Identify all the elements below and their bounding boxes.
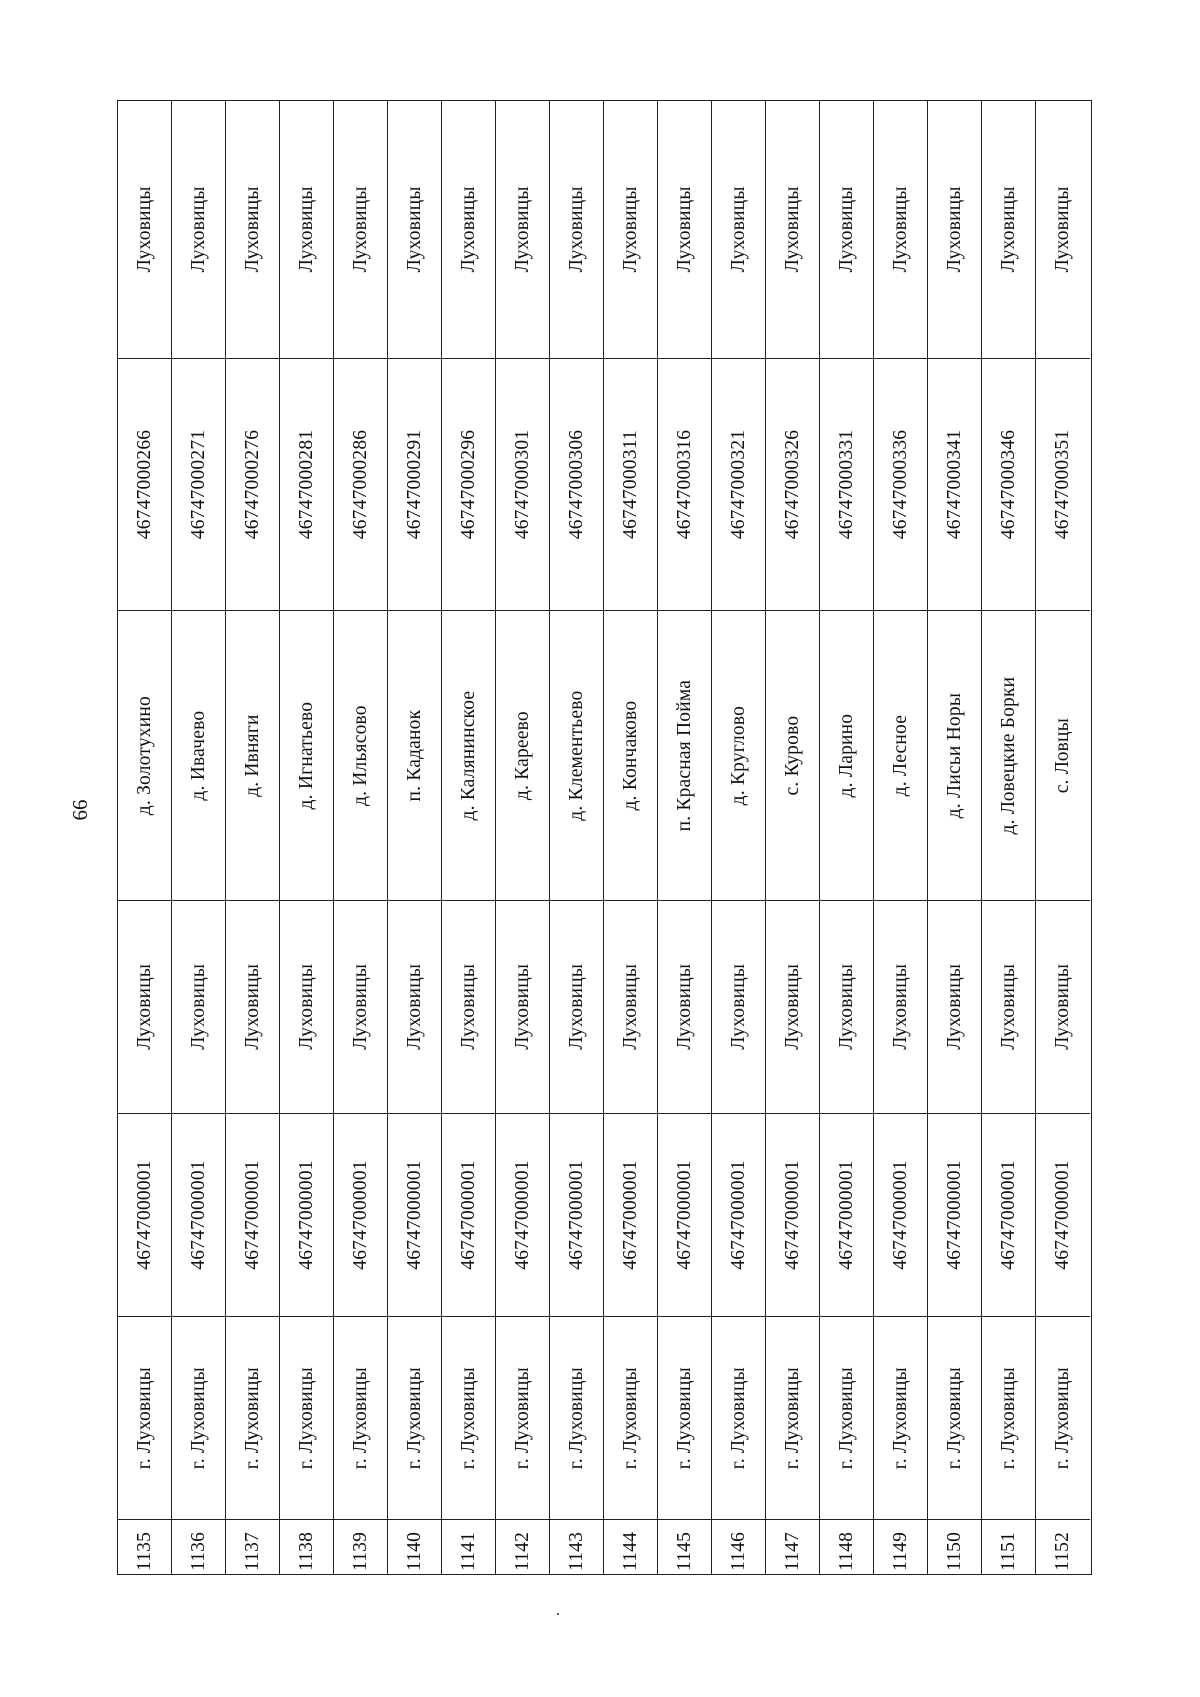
- municipality-name-cell: Луховицы: [766, 900, 819, 1113]
- municipality-code-cell: 46747000001: [334, 1113, 387, 1317]
- table-row: [172, 101, 226, 1574]
- municipality-cell: г. Луховицы: [226, 1316, 279, 1519]
- locality-code-cell: 46747000331: [820, 358, 873, 611]
- row-number-cell: 1150: [928, 1519, 981, 1574]
- row-number-cell: 1144: [604, 1519, 657, 1574]
- municipality-cell: г. Луховицы: [820, 1316, 873, 1519]
- municipality-name-cell: Луховицы: [388, 900, 441, 1113]
- municipality-cell: г. Луховицы: [604, 1316, 657, 1519]
- municipality-cell: г. Луховицы: [874, 1316, 927, 1519]
- locality-code-cell: 46747000291: [388, 358, 441, 611]
- locality-code-cell: 46747000351: [1036, 358, 1090, 611]
- locality-district-cell: Луховицы: [781, 186, 803, 273]
- row-number-cell: 1147: [766, 1519, 819, 1574]
- row-number-cell: 1148: [820, 1519, 873, 1574]
- locality-code-cell: 46747000341: [928, 358, 981, 611]
- municipality-cell: г. Луховицы: [712, 1316, 765, 1519]
- municipality-code-cell: 46747000001: [928, 1113, 981, 1317]
- table-row: [712, 101, 766, 1574]
- locality-district-cell: Луховицы: [403, 186, 425, 273]
- municipality-cell: г. Луховицы: [658, 1316, 711, 1519]
- row-number-cell: 1152: [1036, 1519, 1090, 1574]
- municipality-name-cell: Луховицы: [496, 900, 549, 1113]
- locality-district-cell: Луховицы: [1052, 186, 1073, 273]
- page-number: 66: [68, 799, 92, 821]
- municipality-code-cell: 46747000001: [442, 1113, 495, 1317]
- row-number-cell: 1138: [280, 1519, 333, 1574]
- row-number-cell: 1143: [550, 1519, 603, 1574]
- locality-code-cell: 46747000336: [874, 358, 927, 611]
- table-row: [766, 101, 820, 1574]
- municipality-name-cell: Луховицы: [604, 900, 657, 1113]
- municipality-code-cell: 46747000001: [982, 1113, 1035, 1317]
- locality-district-cell: Луховицы: [835, 186, 857, 273]
- locality-cell: с. Курово: [766, 610, 819, 900]
- locality-cell: с. Ловцы: [1036, 610, 1090, 900]
- municipality-name-cell: Луховицы: [172, 900, 225, 1113]
- row-number-cell: 1136: [172, 1519, 225, 1574]
- locality-cell: д. Ларино: [820, 610, 873, 900]
- municipality-code-cell: 46747000001: [118, 1113, 171, 1317]
- municipality-code-cell: 46747000001: [1036, 1113, 1090, 1317]
- table-row: [550, 101, 604, 1574]
- table-row: [442, 101, 496, 1574]
- municipality-code-cell: 46747000001: [280, 1113, 333, 1317]
- municipality-name-cell: Луховицы: [442, 900, 495, 1113]
- row-number-cell: 1146: [712, 1519, 765, 1574]
- table-row: [280, 101, 334, 1574]
- table-row: [928, 101, 982, 1574]
- locality-code-cell: 46747000301: [496, 358, 549, 611]
- municipality-cell: г. Луховицы: [280, 1316, 333, 1519]
- locality-code-cell: 46747000316: [658, 358, 711, 611]
- locality-cell: д. Ивняги: [226, 610, 279, 900]
- locality-code-cell: 46747000306: [550, 358, 603, 611]
- table-row: [496, 101, 550, 1574]
- locality-cell: д. Кончаково: [604, 610, 657, 900]
- locality-cell: д. Ильясово: [334, 610, 387, 900]
- locality-district-cell: Луховицы: [187, 186, 209, 273]
- municipality-code-cell: 46747000001: [172, 1113, 225, 1317]
- locality-district-cell: Луховицы: [565, 186, 587, 273]
- table-row: [658, 101, 712, 1574]
- row-number-cell: 1141: [442, 1519, 495, 1574]
- municipality-code-cell: 46747000001: [820, 1113, 873, 1317]
- locality-code-cell: 46747000286: [334, 358, 387, 611]
- municipality-cell: г. Луховицы: [118, 1316, 171, 1519]
- locality-district-cell: Луховицы: [295, 186, 317, 273]
- row-number-cell: 1140: [388, 1519, 441, 1574]
- locality-district-cell: Луховицы: [457, 186, 479, 273]
- municipality-code-cell: 46747000001: [712, 1113, 765, 1317]
- municipality-code-cell: 46747000001: [550, 1113, 603, 1317]
- locality-cell: д. Ивачево: [172, 610, 225, 900]
- locality-district-cell: Луховицы: [511, 186, 533, 273]
- table-row: [982, 101, 1036, 1574]
- table-row: [1036, 101, 1090, 1574]
- locality-district-cell: Луховицы: [349, 186, 371, 273]
- locality-cell: п. Красная Пойма: [658, 610, 711, 900]
- table-row: [820, 101, 874, 1574]
- municipality-code-cell: 46747000001: [226, 1113, 279, 1317]
- row-number-cell: 1137: [226, 1519, 279, 1574]
- scan-speck: [557, 1613, 559, 1615]
- municipality-name-cell: Луховицы: [1036, 900, 1090, 1113]
- municipality-name-cell: Луховицы: [334, 900, 387, 1113]
- locality-district-cell: Луховицы: [727, 186, 749, 273]
- municipality-name-cell: Луховицы: [550, 900, 603, 1113]
- municipality-code-cell: 46747000001: [874, 1113, 927, 1317]
- municipality-name-cell: Луховицы: [982, 900, 1035, 1113]
- locality-code-cell: 46747000276: [226, 358, 279, 611]
- locality-code-cell: 46747000296: [442, 358, 495, 611]
- municipality-cell: г. Луховицы: [766, 1316, 819, 1519]
- data-table-body: [117, 100, 1092, 1575]
- row-number-cell: 1135: [118, 1519, 171, 1574]
- municipality-name-cell: Луховицы: [928, 900, 981, 1113]
- municipality-name-cell: Луховицы: [280, 900, 333, 1113]
- municipality-code-cell: 46747000001: [388, 1113, 441, 1317]
- locality-cell: д. Круглово: [712, 610, 765, 900]
- municipality-cell: г. Луховицы: [388, 1316, 441, 1519]
- municipality-code-cell: 46747000001: [604, 1113, 657, 1317]
- locality-cell: д. Ловецкие Борки: [982, 610, 1035, 900]
- municipality-cell: г. Луховицы: [496, 1316, 549, 1519]
- table-row: [388, 101, 442, 1574]
- row-number-cell: 1151: [982, 1519, 1035, 1574]
- locality-cell: д. Кареево: [496, 610, 549, 900]
- municipality-cell: г. Луховицы: [442, 1316, 495, 1519]
- table-row: [118, 101, 172, 1574]
- locality-district-cell: Луховицы: [943, 186, 965, 273]
- row-number-cell: 1139: [334, 1519, 387, 1574]
- row-number-cell: 1142: [496, 1519, 549, 1574]
- municipality-cell: г. Луховицы: [1036, 1316, 1090, 1519]
- row-number-cell: 1149: [874, 1519, 927, 1574]
- locality-cell: п. Каданок: [388, 610, 441, 900]
- municipality-cell: г. Луховицы: [928, 1316, 981, 1519]
- locality-code-cell: 46747000321: [712, 358, 765, 611]
- locality-district-cell: Луховицы: [889, 186, 911, 273]
- locality-cell: д. Золотухино: [118, 610, 171, 900]
- municipality-code-cell: 46747000001: [496, 1113, 549, 1317]
- locality-cell: д. Лисьи Норы: [928, 610, 981, 900]
- locality-district-cell: Луховицы: [997, 186, 1019, 273]
- table-row: [226, 101, 280, 1574]
- municipality-cell: г. Луховицы: [172, 1316, 225, 1519]
- locality-code-cell: 46747000281: [280, 358, 333, 611]
- municipality-name-cell: Луховицы: [712, 900, 765, 1113]
- locality-district-cell: Луховицы: [241, 186, 263, 273]
- municipality-name-cell: Луховицы: [874, 900, 927, 1113]
- municipality-cell: г. Луховицы: [982, 1316, 1035, 1519]
- locality-district-cell: Луховицы: [619, 186, 641, 273]
- municipality-cell: г. Луховицы: [334, 1316, 387, 1519]
- locality-cell: д. Клементьево: [550, 610, 603, 900]
- locality-district-cell: Луховицы: [133, 186, 155, 273]
- table-row: [874, 101, 928, 1574]
- locality-code-cell: 46747000326: [766, 358, 819, 611]
- locality-code-cell: 46747000346: [982, 358, 1035, 611]
- municipality-code-cell: 46747000001: [766, 1113, 819, 1317]
- locality-code-cell: 46747000271: [172, 358, 225, 611]
- municipality-name-cell: Луховицы: [820, 900, 873, 1113]
- data-table: [117, 100, 1092, 1575]
- municipality-code-cell: 46747000001: [658, 1113, 711, 1317]
- locality-code-cell: 46747000311: [604, 358, 657, 611]
- locality-cell: д. Калянинское: [442, 610, 495, 900]
- locality-cell: д. Лесное: [874, 610, 927, 900]
- row-number-cell: 1145: [658, 1519, 711, 1574]
- locality-district-cell: Луховицы: [673, 186, 695, 273]
- municipality-name-cell: Луховицы: [226, 900, 279, 1113]
- locality-code-cell: 46747000266: [118, 358, 171, 611]
- municipality-name-cell: Луховицы: [118, 900, 171, 1113]
- table-row: [334, 101, 388, 1574]
- locality-cell: д. Игнатьево: [280, 610, 333, 900]
- municipality-name-cell: Луховицы: [658, 900, 711, 1113]
- table-row: [604, 101, 658, 1574]
- municipality-cell: г. Луховицы: [550, 1316, 603, 1519]
